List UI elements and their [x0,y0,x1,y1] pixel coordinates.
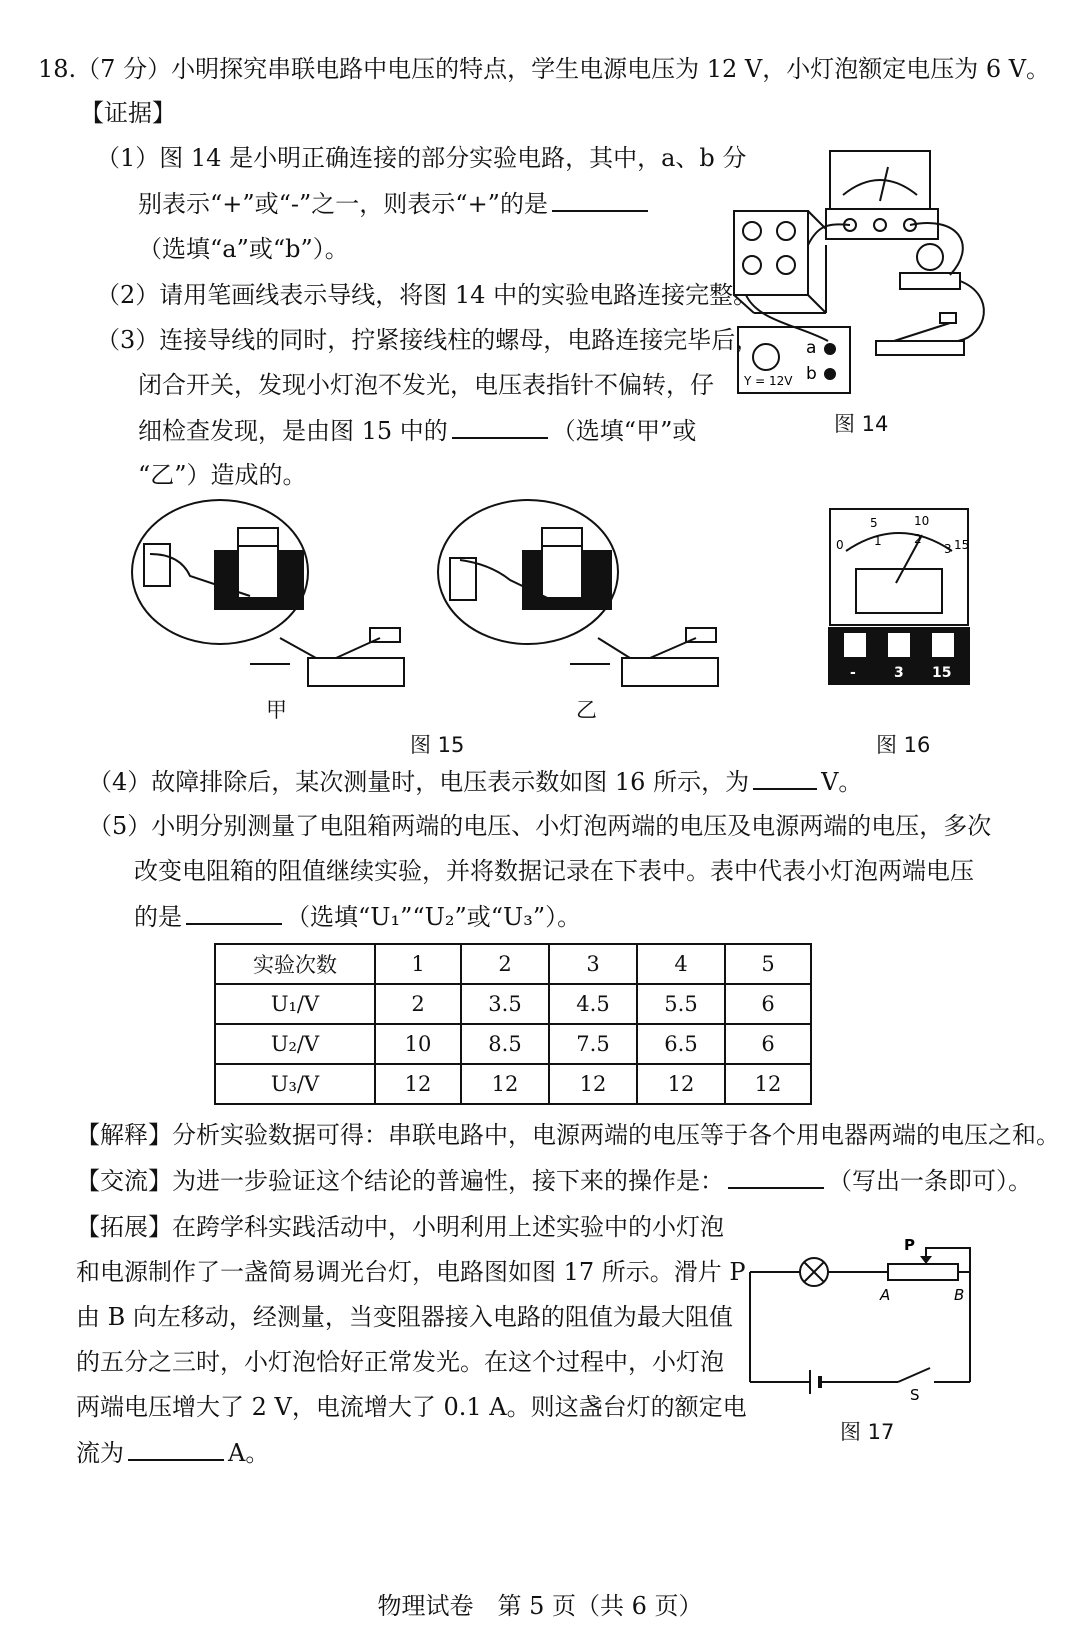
fig17-label-A: A [880,1286,891,1304]
answer-blank-exchange[interactable] [728,1165,824,1189]
q1-line1: （1）图 14 是小明正确连接的部分实验电路，其中，a、b 分 [96,144,747,172]
ext-line4: 的五分之三时，小灯泡恰好正常发光。在这个过程中，小灯泡 [76,1348,724,1376]
table-cell: 2 [375,984,461,1024]
fig16-term-15: 15 [932,665,952,681]
ext-line2: 和电源制作了一盏简易调光台灯，电路图如图 17 所示。滑片 P [76,1258,746,1286]
table-cell: 3.5 [461,984,549,1024]
table-cell: 12 [375,1064,461,1104]
switch-base [876,341,964,355]
exchange-tail: （写出一条即可）。 [828,1167,1032,1195]
voltmeter-face [830,509,968,625]
table-header-row [215,944,811,984]
table-header-cell: 5 [725,944,811,984]
figure-17-circuit [738,1236,988,1402]
answer-blank-q4[interactable] [753,766,817,790]
yi-switch [622,658,718,686]
ext-line5: 两端电压增大了 2 V，电流增大了 0.1 A。则这盏台灯的额定电 [76,1393,747,1421]
table-header-cell: 1 [375,944,461,984]
data-table [214,943,812,1105]
table-row-label: U₂/V [215,1024,375,1064]
answer-blank-q1[interactable] [552,188,648,212]
q5-line3-tail: （选填“U₁”“U₂”或“U₃”）。 [286,903,582,931]
table-cell: 4.5 [549,984,637,1024]
q5-line2: 改变电阻箱的阻值继续实验，并将数据记录在下表中。表中代表小灯泡两端电压 [134,857,974,885]
fig16-tick-3: 3 [944,542,952,556]
jia-switch [308,658,404,686]
fig16-tick-2: 2 [914,532,922,546]
q1-line2-text: 别表示“+”或“-”之一，则表示“+”的是 [138,190,548,218]
bulb-holder [900,273,960,289]
figure-17-caption: 图 17 [840,1420,895,1444]
table-header-cell: 实验次数 [215,944,375,984]
fig16-tick-5: 5 [870,516,878,530]
ext-line1: 【拓展】在跨学科实践活动中，小明利用上述实验中的小灯泡 [76,1213,724,1241]
q3-line2: 闭合开关，发现小灯泡不发光，电压表指针不偏转，仔 [138,371,714,399]
question-header: 18.（7 分）小明探究串联电路中电压的特点，学生电源电压为 12 V，小灯泡额定电压为 6 V。 [38,55,1051,83]
table-cell: 5.5 [637,984,725,1024]
figure-15-drawing [130,498,730,694]
table-row-label: U₁/V [215,984,375,1024]
figure-15-caption: 图 15 [410,733,465,757]
exchange-text: 【交流】为进一步验证这个结论的普遍性，接下来的操作是： [76,1167,724,1195]
explain-line: 【解释】分析实验数据可得：串联电路中，电源两端的电压等于各个用电器两端的电压之和。 [76,1121,1060,1149]
q5-line3 [134,901,581,932]
fig17-label-B: B [954,1286,965,1304]
fig17-label-P: P [904,1236,915,1254]
q5-line3-text: 的是 [134,903,182,931]
fig16-term-minus: - [850,665,856,681]
bulb [917,244,943,270]
table-row-label: U₃/V [215,1064,375,1104]
rheostat-symbol [888,1264,958,1280]
q3-line3-tail: （选填“甲”或 [551,417,697,445]
figure-15-jia-label: 甲 [266,698,287,722]
ext-line6-text: 流为 [76,1439,124,1467]
table-cell: 8.5 [461,1024,549,1064]
switch-symbol [898,1368,930,1382]
table-cell: 12 [461,1064,549,1104]
q4-line [88,766,862,797]
table-row [215,1024,811,1064]
answer-blank-q5[interactable] [186,901,282,925]
figure-14-drawing [728,145,1000,403]
table-cell: 12 [637,1064,725,1104]
table-cell: 10 [375,1024,461,1064]
figure-16-drawing [826,505,972,687]
fig14-terminal-a: a [806,338,817,358]
fig16-term-3: 3 [894,665,904,681]
table-row [215,984,811,1024]
table-cell: 12 [549,1064,637,1104]
q3-line1: （3）连接导线的同时，拧紧接线柱的螺母，电路连接完毕后， [96,326,760,354]
table-cell: 6 [725,1024,811,1064]
table-row [215,1064,811,1104]
figure-16-caption: 图 16 [876,733,931,757]
ext-line3: 由 B 向左移动，经测量，当变阻器接入电路的阻值为最大阻值 [76,1303,733,1331]
fig16-tick-0: 0 [836,538,844,552]
fig16-tick-1: 1 [874,534,882,548]
slider-arrow [920,1256,932,1264]
table-cell: 6 [725,984,811,1024]
q3-line4: “乙”）造成的。 [138,461,307,489]
table-cell: 12 [725,1064,811,1104]
fig14-source-label: Y = 12V [744,374,793,388]
q5-line1: （5）小明分别测量了电阻箱两端的电压、小灯泡两端的电压及电源两端的电压，多次 [88,812,992,840]
answer-blank-ext[interactable] [128,1437,224,1461]
table-header-cell: 3 [549,944,637,984]
q3-line3 [138,415,696,446]
ext-line6 [76,1437,269,1468]
fig17-label-S: S [910,1386,920,1402]
fig16-tick-10: 10 [914,514,930,528]
q4-unit: V。 [821,768,863,796]
q4-text: （4）故障排除后，某次测量时，电压表示数如图 16 所示，为 [88,768,750,796]
table-header-cell: 4 [637,944,725,984]
answer-blank-q3[interactable] [452,415,548,439]
q3-line3-text: 细检查发现，是由图 15 中的 [138,417,448,445]
ext-line6-unit: A。 [228,1439,270,1467]
figure-14-caption: 图 14 [834,412,889,436]
table-cell: 6.5 [637,1024,725,1064]
figure-15-yi-label: 乙 [576,698,597,722]
table-cell: 7.5 [549,1024,637,1064]
q2-line1: （2）请用笔画线表示导线，将图 14 中的实验电路连接完整。 [96,281,758,309]
q1-line2 [138,188,652,219]
fig14-terminal-b: b [806,364,817,384]
table-header-cell: 2 [461,944,549,984]
resistance-box [734,211,808,295]
q1-line3: （选填“a”或“b”）。 [138,235,349,263]
fig16-tick-15: 15 [954,538,970,552]
evidence-label: 【证据】 [80,99,176,127]
page-footer: 物理试卷 第 5 页（共 6 页） [377,1592,703,1620]
exchange-line [76,1165,1032,1196]
